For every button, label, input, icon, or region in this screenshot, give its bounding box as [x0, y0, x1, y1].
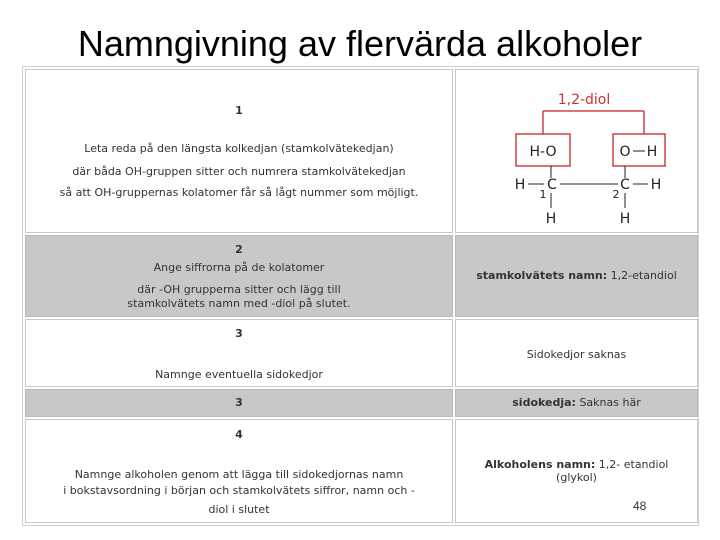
alcohol-name-text — [456, 458, 697, 471]
side-chain-label: sidokedja: — [512, 396, 576, 409]
row3-right-cell — [455, 319, 698, 387]
row2-right-cell — [455, 235, 698, 317]
diol-label: 1,2-diol — [557, 92, 611, 108]
row5-step-number: 4 — [235, 428, 243, 441]
c1-atom: C — [547, 177, 557, 193]
row2-step-number: 2 — [235, 243, 243, 256]
row1-line3: så att OH-gruppernas kolatomer får så lågt nummer som möjligt. — [59, 186, 419, 199]
h-right-atom: H — [650, 177, 662, 193]
stem-name-value: 1,2-etandiol — [610, 269, 677, 282]
side-chain-value: Saknas här — [579, 396, 641, 409]
row5-right-cell — [455, 419, 698, 523]
stem-name-label: stamkolvätets namn: — [476, 269, 608, 282]
row1-line2: där båda OH-gruppen sitter och numrera stamkolvätekedjan — [72, 165, 406, 178]
h-bottom-2: H — [619, 211, 631, 227]
stem-name-text — [456, 269, 697, 282]
page-number: 48 — [633, 499, 647, 513]
row2-line2: där -OH grupperna sitter och lägg till — [137, 283, 341, 296]
naming-table — [22, 66, 699, 526]
row1-step-number: 1 — [235, 104, 243, 117]
row3-line1: Namnge eventuella sidokedjor — [155, 368, 323, 381]
row5-line3: diol i slutet — [208, 503, 270, 516]
alcohol-name-value: 1,2- etandiol — [598, 458, 669, 471]
slide-title: Namngivning av flervärda alkoholer — [77, 23, 643, 64]
right-o-atom: O — [619, 144, 631, 160]
left-oh-group: H-O — [529, 144, 557, 160]
side-chain-text — [456, 396, 697, 409]
row5-line1: Namnge alkoholen genom att lägga till sidokedjornas namn — [74, 468, 404, 481]
h-bottom-1: H — [545, 211, 557, 227]
row4-step-number: 3 — [235, 396, 243, 409]
row5-line2: i bokstavsordning i början och stamkolvätets siffror, namn och - — [63, 484, 415, 497]
h-left-atom: H — [514, 177, 526, 193]
row4-left-cell — [25, 389, 453, 417]
alcohol-name-label: Alkoholens namn: — [484, 458, 596, 471]
row1-right-cell — [455, 69, 698, 233]
row2-left-cell — [25, 235, 453, 317]
c2-atom: C — [620, 177, 630, 193]
row1-line1: Leta reda på den längsta kolkedjan (stamkolvätekedjan) — [84, 142, 394, 155]
row5-left-cell — [25, 419, 453, 523]
c2-number: 2 — [612, 188, 620, 201]
row4-right-cell — [455, 389, 698, 417]
side-chains-missing-text: Sidokedjor saknas — [526, 348, 627, 361]
row1-left-cell — [25, 69, 453, 233]
row2-line1: Ange siffrorna på de kolatomer — [153, 261, 325, 274]
diol-structure-diagram — [456, 70, 697, 232]
row3-left-cell — [25, 319, 453, 387]
c1-number: 1 — [539, 188, 547, 201]
row3-step-number: 3 — [235, 327, 243, 340]
right-h-atom: H — [646, 144, 658, 160]
alcohol-trivial-name: (glykol) — [556, 471, 597, 484]
row2-line3: stamkolvätets namn med -diol på slutet. — [127, 297, 351, 310]
